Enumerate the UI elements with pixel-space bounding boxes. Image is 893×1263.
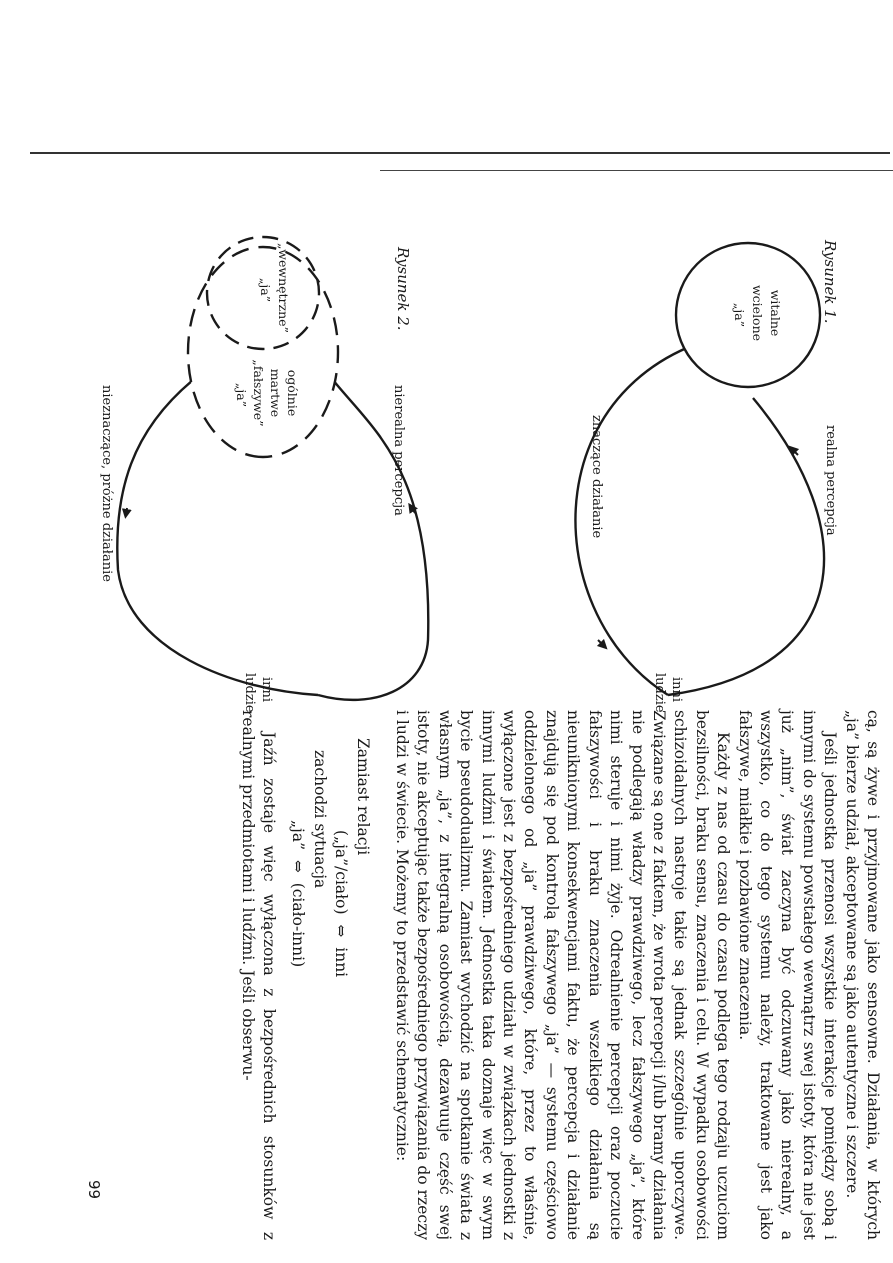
scheme xyxy=(287,710,373,1240)
figure2-bottom-arrow xyxy=(126,508,127,514)
paragraph: Jeśli jednostka przenosi wszystkie interakcje pomiędzy sobą i innymi do systemu powstałego wewnątrz swej istoty, która nie jest już „nim”, świat zaczyna być odczuwany jako nierealny, a wszystko, co do tego systemu należy, traktowane jest jako fałszywe, miałkie i pozbawione znaczenia. xyxy=(735,710,840,1240)
paragraph: cą, są żywe i przyjmowane jako sensowne. Działania, w których „ja” bierze udział, akceptowane są jako autentyczne i szczere. xyxy=(842,710,882,1240)
figure2-outer-label: ogólnie martwe „fałszywe” „ja” xyxy=(234,359,300,427)
figure1-caption: Rysunek 1. xyxy=(821,240,839,324)
figure1-top-label: realna percepcja xyxy=(823,425,838,536)
figure1-self-circle xyxy=(676,243,820,387)
paragraph: Każdy z nas od czasu do czasu podlega tego rodzaju uczuciom bezsilności, braku sensu, znaczenia i celu. W wypadku osobowości schizoidalnych nastroje takie są jednak szczególnie uporczywe. Związane są one z faktem, że wrota percepcji i/lub bramy działania nie podlegają władzy prawdziwego, lecz fałszywego „ja”, które nimi steruje i nimi żyje. Odrealnienie percepcji oraz poczucie fałszywości i braku znaczenia wszelkiego działania są nieuniknionymi konsekwencjami faktu, że percepcja i działanie znajdują się pod kontrolą fałszywego „ja” — systemu częściowo oddzielonego od „ja” prawdziwego, które, przez to właśnie, wyłączone jest z bezpośredniego udziału w związkach jednostki z innymi ludźmi i światem. Jednostka taka doznaje więc w swym bycie pseudodualizmu. Zamiast wychodzić na spotkanie świata z własnym „ja”, z integralną osobowością, dezawuuje część swej istoty, nie akceptując także bezpośredniego przywiązania do rzeczy i ludzi w świecie. Możemy to przedstawić schematycznie: xyxy=(393,710,733,1240)
figure2-top-arc xyxy=(318,380,428,700)
figure1-circle-label: witalne wcielone „ja” xyxy=(732,284,783,342)
figure2-caption: Rysunek 2. xyxy=(394,247,412,331)
scheme-line: („ja”/ciało) ⇔ inni xyxy=(332,830,351,978)
page-number: 99 xyxy=(85,1180,103,1200)
body-text xyxy=(236,710,883,1240)
figure2-bottom-label: nieznaczące, próżne działanie xyxy=(99,385,114,582)
figure2-inner-label: „wewnętrzne” „ja” xyxy=(258,243,291,333)
figure-1 xyxy=(575,239,839,713)
scheme-line: „ja” ⇔ (ciało-inni) xyxy=(289,820,308,968)
rotated-page xyxy=(73,190,893,1250)
figure1-bottom-arrow xyxy=(598,640,604,646)
figure1-right-label: inni ludzie xyxy=(652,673,684,713)
page-edge-line-inner xyxy=(380,170,893,171)
figure-2 xyxy=(99,237,428,713)
page-edge-line xyxy=(30,152,890,154)
paragraph: Jaźń zostaje więc wyłączona z bezpośrednich stosunków z realnymi przedmiotami i ludźmi. Jeśli obserwu- xyxy=(238,710,279,1240)
scheme-line: Zamiast relacji xyxy=(353,738,372,856)
scheme-line: zachodzi sytuacja xyxy=(310,750,329,889)
figure2-top-label: nierealna percepcja xyxy=(391,385,406,516)
figure1-bottom-label: znaczące działanie xyxy=(589,415,604,539)
figure1-top-arc xyxy=(668,398,824,695)
figure2-right-label: inni ludzie xyxy=(242,673,274,713)
